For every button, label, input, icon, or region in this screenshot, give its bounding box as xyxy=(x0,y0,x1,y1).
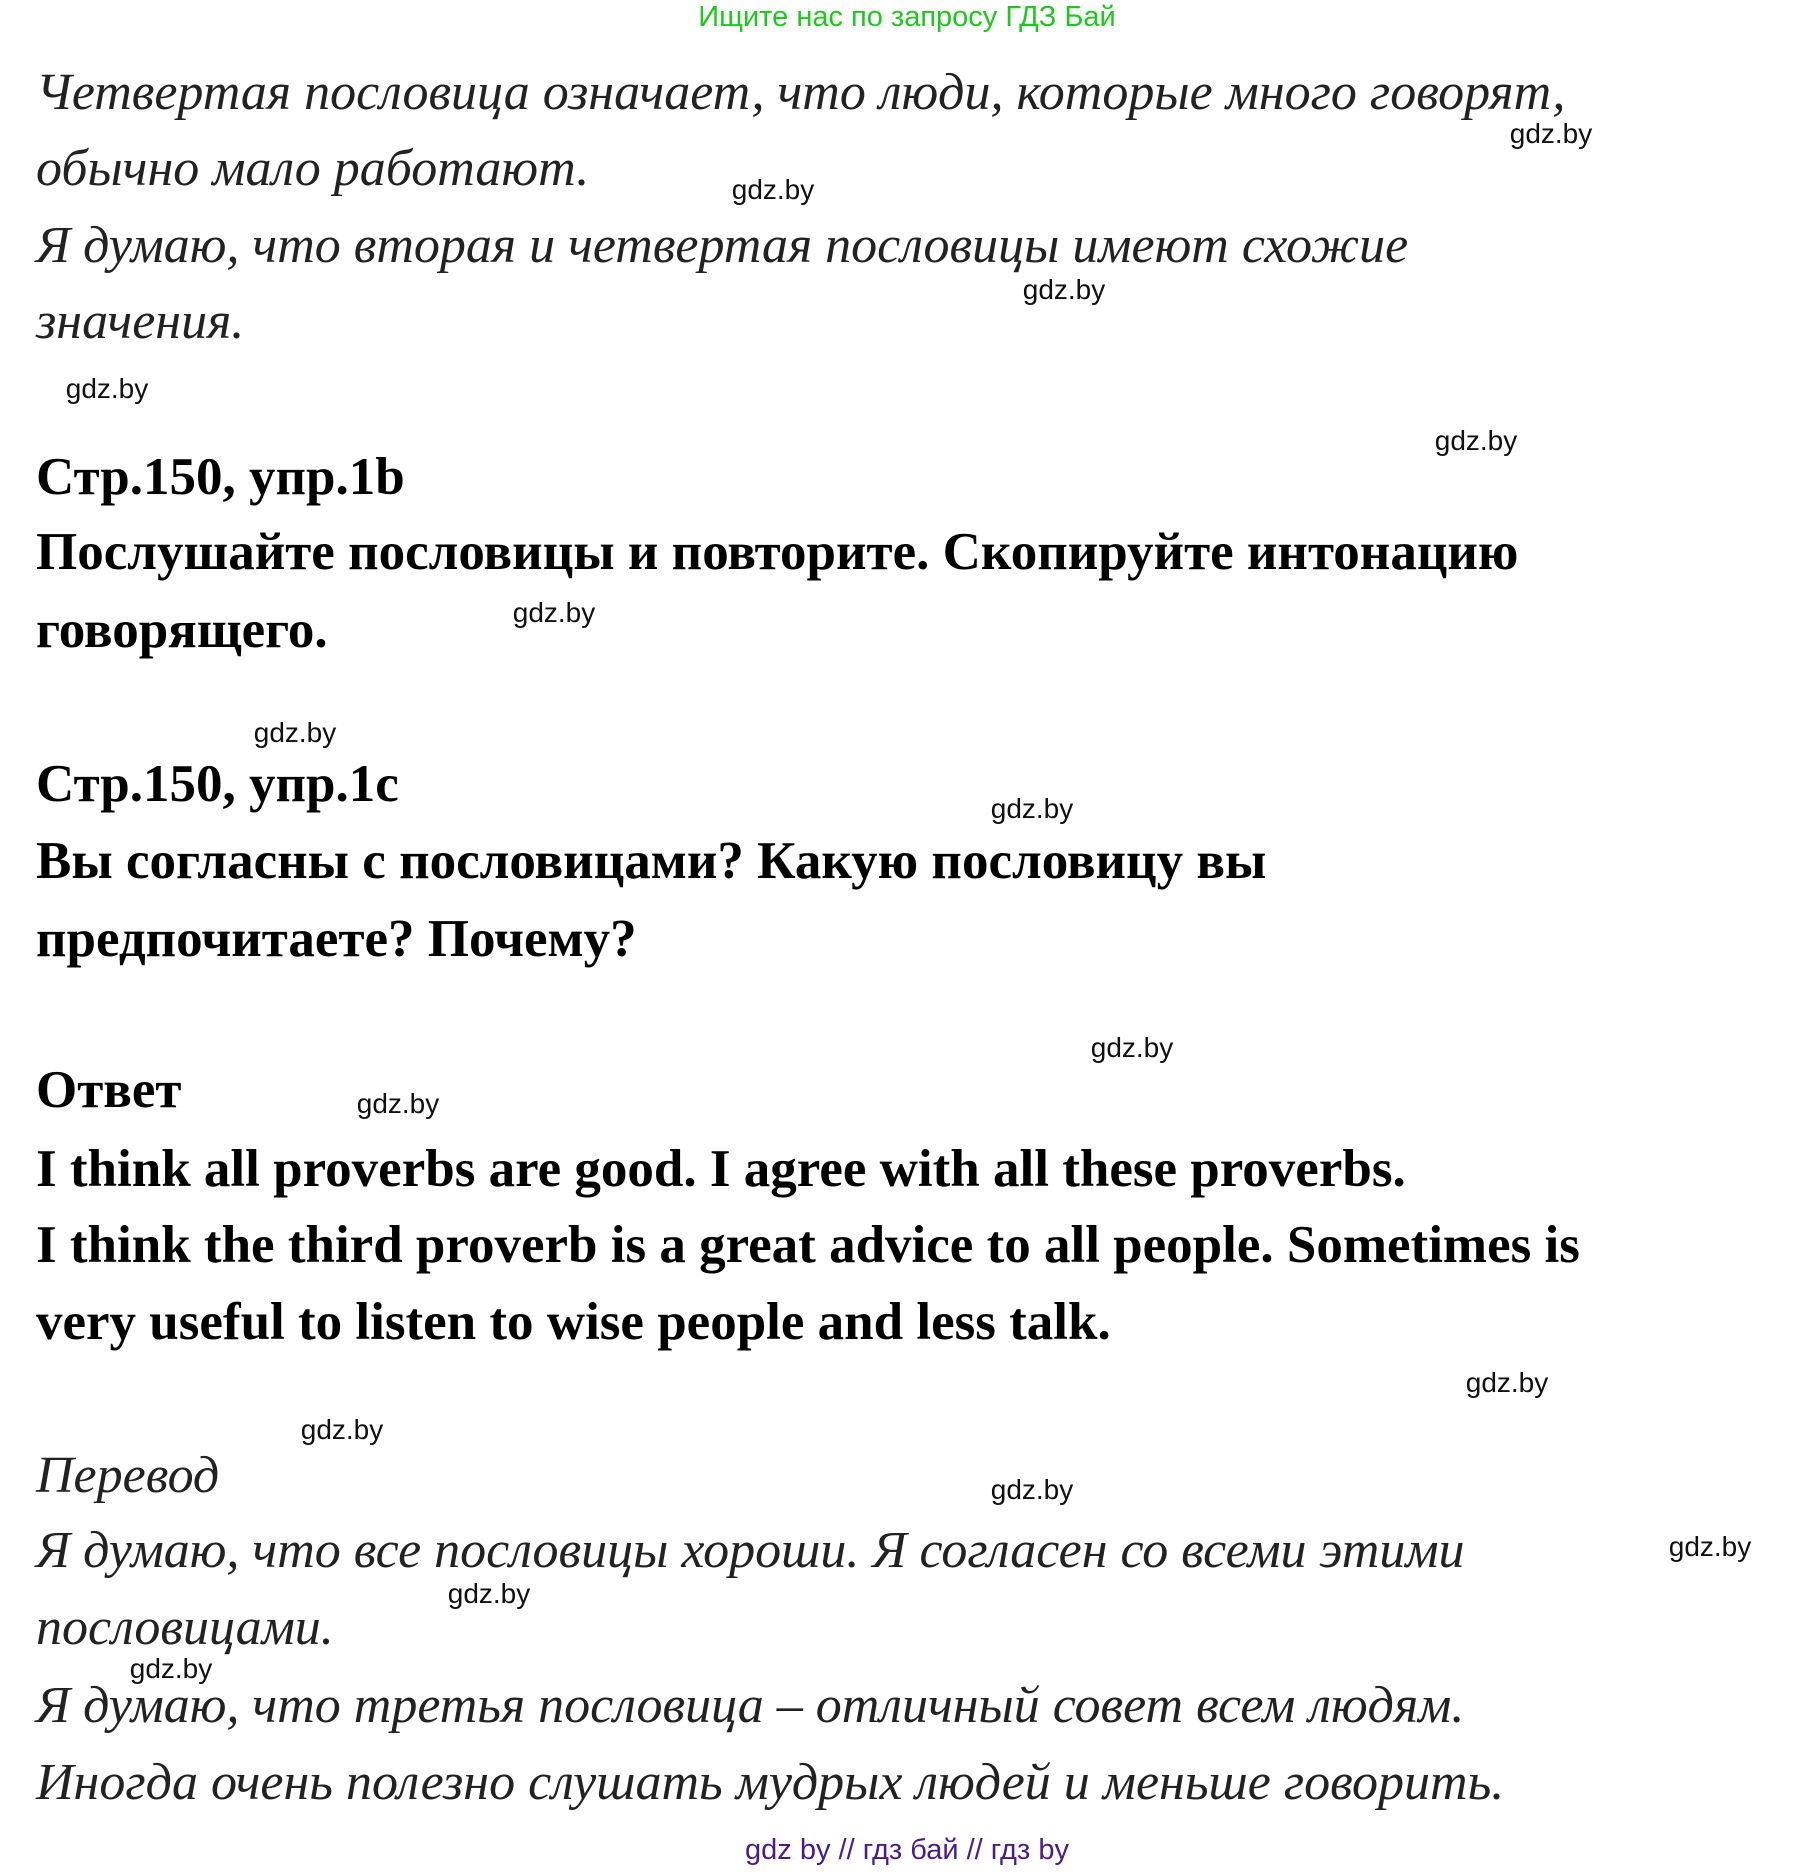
watermark: gdz.by xyxy=(300,1414,384,1445)
intro-line: обычно мало работают. xyxy=(36,140,590,197)
translation-line: Иногда очень полезно слушать мудрых людей и меньше говорить. xyxy=(36,1754,1505,1811)
watermark: gdz.by xyxy=(253,717,337,748)
watermark: gdz.by xyxy=(1509,118,1593,149)
intro-line: значения. xyxy=(36,293,245,350)
watermark: gdz.by xyxy=(512,597,596,628)
watermark: gdz.by xyxy=(990,1474,1074,1505)
watermark: gdz.by xyxy=(447,1578,531,1609)
watermark: gdz.by xyxy=(1668,1531,1752,1562)
watermark: gdz.by xyxy=(65,373,149,404)
answer-line: very useful to listen to wise people and less talk. xyxy=(36,1293,1111,1351)
watermark: gdz.by xyxy=(731,174,815,205)
intro-line: Четвертая пословица означает, что люди, которые много говорят, xyxy=(36,64,1566,121)
translation-line: Я думаю, что третья пословица – отличный совет всем людям. xyxy=(36,1677,1465,1734)
intro-line: Я думаю, что вторая и четвертая пословицы имеют схожие xyxy=(36,217,1409,274)
search-banner: Ищите нас по запросу ГДЗ Бай xyxy=(698,1,1116,33)
answer-line: I think all proverbs are good. I agree with all these proverbs. xyxy=(36,1140,1406,1198)
answer-label: Ответ xyxy=(36,1061,182,1119)
footer-links: gdz by // гдз бай // гдз by xyxy=(745,1834,1069,1866)
watermark: gdz.by xyxy=(1465,1367,1549,1398)
exercise-1c-title: Стр.150, упр.1c xyxy=(36,755,399,813)
exercise-1c-task: предпочитаете? Почему? xyxy=(36,910,637,968)
translation-label: Перевод xyxy=(36,1447,220,1504)
answer-line: I think the third proverb is a great advice to all people. Sometimes is xyxy=(36,1216,1580,1274)
watermark: gdz.by xyxy=(129,1653,213,1684)
exercise-1c-task: Вы согласны с пословицами? Какую пословицу вы xyxy=(36,832,1267,890)
exercise-1b-title: Стр.150, упр.1b xyxy=(36,448,405,506)
translation-line: Я думаю, что все пословицы хороши. Я согласен со всеми этими xyxy=(36,1522,1465,1579)
exercise-1b-task: Послушайте пословицы и повторите. Скопируйте интонацию xyxy=(36,523,1519,581)
watermark: gdz.by xyxy=(1090,1032,1174,1063)
watermark: gdz.by xyxy=(990,793,1074,824)
watermark: gdz.by xyxy=(1434,425,1518,456)
translation-line: пословицами. xyxy=(36,1599,334,1656)
exercise-1b-task: говорящего. xyxy=(36,601,328,659)
watermark: gdz.by xyxy=(356,1088,440,1119)
watermark: gdz.by xyxy=(1022,274,1106,305)
